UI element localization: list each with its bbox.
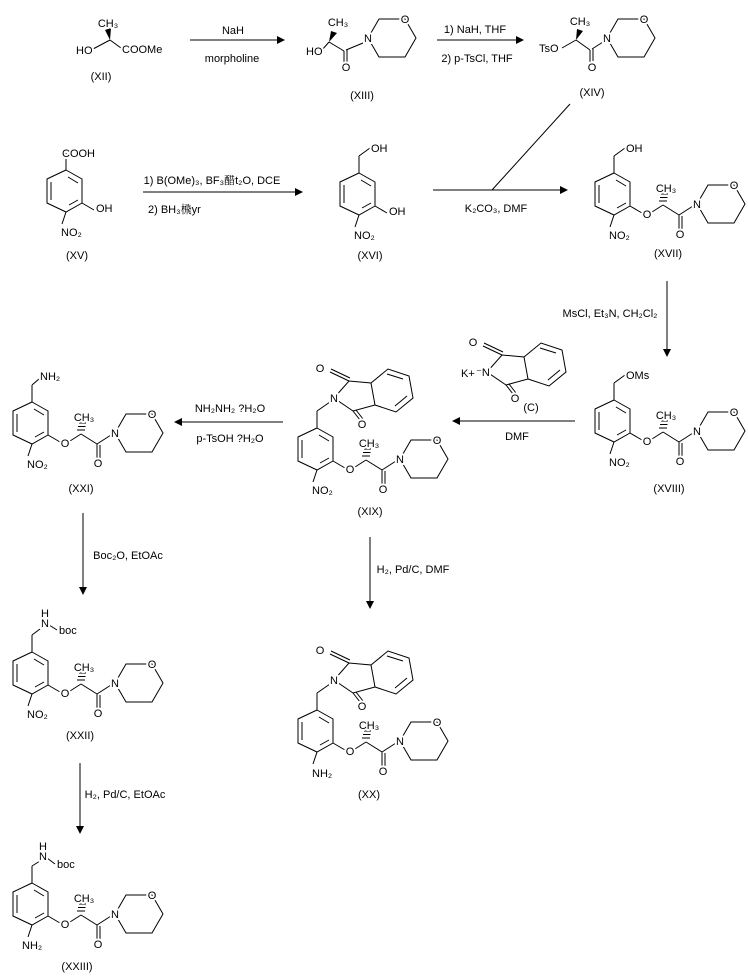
atom-carbonyl-o: O bbox=[675, 456, 685, 468]
atom-ch3: CH₃ bbox=[73, 662, 95, 674]
atom-n: N bbox=[693, 426, 701, 438]
atom-carbonyl-o: O bbox=[93, 458, 103, 470]
structure-xxiii bbox=[13, 841, 163, 973]
arrow-step3 bbox=[143, 173, 303, 216]
bond bbox=[359, 148, 370, 156]
atom-morpholine-o: O bbox=[729, 407, 739, 419]
atom-ether-o: O bbox=[642, 209, 652, 221]
arrow-step7 bbox=[174, 403, 283, 445]
structure-xiv bbox=[539, 14, 655, 99]
compound-label-xxi: (XXI) bbox=[68, 483, 94, 495]
atom-oh-right: OH bbox=[389, 206, 406, 218]
atom-no2: NO₂ bbox=[354, 230, 375, 242]
atom-oh-top: OH bbox=[371, 143, 388, 155]
atom-no2: NO₂ bbox=[609, 230, 630, 242]
atom-carbonyl-o: O bbox=[93, 708, 103, 720]
atom-oms: OMs bbox=[626, 370, 650, 382]
atom-k-plus: K+ bbox=[461, 368, 475, 380]
atom-no2: NO₂ bbox=[312, 485, 333, 497]
atom-n: N bbox=[396, 736, 404, 748]
structure-xviii bbox=[595, 370, 745, 495]
bond bbox=[317, 402, 330, 411]
reagent-step6: DMF bbox=[505, 431, 529, 443]
atom-ho: HO bbox=[76, 45, 93, 57]
atom-n: N bbox=[693, 199, 701, 211]
atom-ether-o: O bbox=[60, 688, 70, 700]
atom-boc: boc bbox=[57, 859, 75, 871]
atom-n: N bbox=[603, 33, 611, 45]
atom-nh2: NH₂ bbox=[22, 940, 43, 952]
atom-n: N bbox=[41, 618, 49, 630]
bond bbox=[322, 42, 363, 63]
atom-coome: COOMe bbox=[122, 44, 163, 56]
reagent-step3-below: 2) BH₃榌yr bbox=[148, 204, 201, 216]
atom-carbonyl-o: O bbox=[341, 62, 351, 74]
bond bbox=[614, 148, 625, 156]
bond bbox=[317, 684, 330, 693]
bond bbox=[562, 40, 603, 62]
atom-boc: boc bbox=[59, 625, 77, 637]
atom-no2: NO₂ bbox=[27, 459, 48, 471]
compound-label-c: (C) bbox=[523, 402, 539, 414]
atom-morpholine-o: O bbox=[729, 180, 739, 192]
compound-label-xiv: (XIV) bbox=[579, 87, 605, 99]
reagent-step8: Boc₂O, EtOAc bbox=[93, 550, 163, 562]
wedge-bond bbox=[576, 29, 583, 40]
reagent-step7-above: NH₂NH₂ ?H₂O bbox=[194, 403, 266, 415]
structure-xii bbox=[76, 18, 162, 83]
atom-carbonyl-o-top: O bbox=[468, 337, 478, 349]
arrow-step6 bbox=[452, 417, 575, 443]
atom-ether-o: O bbox=[60, 919, 70, 931]
atom-carbonyl-o-top: O bbox=[315, 363, 325, 375]
structure-xxi bbox=[13, 371, 163, 495]
atom-morpholine-o: O bbox=[147, 409, 157, 421]
reagent-step7-below: p-TsOH ?H₂O bbox=[196, 433, 264, 445]
wedge-bond bbox=[329, 31, 337, 42]
compound-label-xviii: (XVIII) bbox=[653, 483, 685, 495]
compound-label-xix: (XIX) bbox=[357, 506, 383, 518]
atom-ch3: CH₃ bbox=[97, 18, 119, 30]
arrow-step8 bbox=[79, 513, 163, 595]
arrow-step1 bbox=[190, 25, 285, 65]
arrow-step9 bbox=[366, 537, 450, 609]
atom-ch3: CH₃ bbox=[569, 16, 591, 28]
atom-carbonyl-o: O bbox=[378, 484, 388, 496]
atom-carbonyl-o-top: O bbox=[315, 645, 325, 657]
compound-label-xvii: (XVII) bbox=[653, 248, 683, 260]
atom-no2: NO₂ bbox=[609, 457, 630, 469]
bond bbox=[614, 375, 625, 383]
bond bbox=[93, 40, 121, 49]
compound-label-xx: (XX) bbox=[358, 789, 380, 801]
atom-oh: OH bbox=[96, 203, 113, 215]
structure-xvii bbox=[595, 143, 745, 260]
atom-carbonyl-o-bottom: O bbox=[510, 393, 520, 405]
reagent-step9: H₂, Pd/C, DMF bbox=[376, 564, 450, 576]
compound-label-xii: (XII) bbox=[90, 71, 112, 83]
atom-phthalimide-n: N bbox=[330, 675, 338, 687]
compound-label-xv: (XV) bbox=[66, 250, 88, 262]
atom-ch3: CH₃ bbox=[358, 438, 380, 450]
reagent-step1-below: morpholine bbox=[204, 53, 260, 65]
atom-n: N bbox=[39, 851, 47, 863]
arrow-step4 bbox=[433, 104, 570, 215]
atom-n: N bbox=[364, 33, 372, 45]
atom-morpholine-o: O bbox=[147, 890, 157, 902]
reagent-step2-below: 2) p-TsCl, THF bbox=[441, 53, 513, 65]
compound-label-xiii: (XIII) bbox=[350, 90, 374, 102]
atom-ch3: CH₃ bbox=[327, 17, 349, 29]
reagent-step5: MsCl, Et₃N, CH₂Cl₂ bbox=[562, 308, 658, 320]
atom-carbonyl-o: O bbox=[93, 939, 103, 951]
atom-carbonyl-o: O bbox=[378, 766, 388, 778]
reagent-step4: K₂CO₃, DMF bbox=[464, 203, 528, 215]
atom-n-minus: ⁻N bbox=[476, 367, 490, 379]
structure-c-potassium-phthalimide bbox=[461, 337, 566, 414]
arrow-step10 bbox=[76, 763, 166, 834]
structure-xv bbox=[47, 148, 113, 262]
atom-carbonyl-o: O bbox=[675, 229, 685, 241]
atom-h: H bbox=[39, 841, 47, 853]
atom-ch3: CH₃ bbox=[655, 410, 677, 422]
atom-morpholine-o: O bbox=[639, 14, 649, 26]
atom-ho: HO bbox=[306, 46, 323, 58]
atom-phthalimide-n: N bbox=[330, 393, 338, 405]
reagent-step10: H₂, Pd/C, EtOAc bbox=[84, 789, 166, 801]
atom-n: N bbox=[396, 454, 404, 466]
arrow-step5 bbox=[563, 281, 671, 357]
atom-ether-o: O bbox=[60, 438, 70, 450]
atom-morpholine-o: O bbox=[432, 435, 442, 447]
compound-label-xvi: (XVI) bbox=[357, 250, 383, 262]
atom-ether-o: O bbox=[345, 464, 355, 476]
atom-oh: OH bbox=[626, 143, 643, 155]
atom-carbonyl-o-bottom: O bbox=[357, 701, 367, 713]
atom-no2: NO₂ bbox=[61, 227, 82, 239]
bond bbox=[32, 379, 39, 385]
atom-ch3: CH₃ bbox=[73, 412, 95, 424]
atom-h: H bbox=[41, 608, 49, 620]
atom-tso: TsO bbox=[539, 43, 559, 55]
structure-xvi bbox=[340, 143, 406, 262]
compound-label-xxiii: (XXIII) bbox=[61, 961, 93, 973]
arrow-step2 bbox=[437, 24, 524, 65]
atom-ch3: CH₃ bbox=[73, 893, 95, 905]
atom-nh2: NH₂ bbox=[40, 371, 61, 383]
atom-carbonyl-o-bottom: O bbox=[357, 419, 367, 431]
atom-nh2: NH₂ bbox=[312, 768, 333, 780]
atom-n: N bbox=[111, 428, 119, 440]
atom-cooh: COOH bbox=[62, 148, 95, 160]
atom-ether-o: O bbox=[642, 436, 652, 448]
reagent-step2-above: 1) NaH, THF bbox=[443, 24, 507, 36]
structure-xiii bbox=[306, 14, 416, 102]
atom-n-morpholine: N bbox=[111, 678, 119, 690]
atom-no2: NO₂ bbox=[27, 709, 48, 721]
atom-morpholine-o: O bbox=[147, 659, 157, 671]
reagent-step3-above: 1) B(OMe)₃, BF₃醋t₂O, DCE bbox=[143, 175, 281, 187]
compound-label-xxii: (XXII) bbox=[65, 730, 95, 742]
atom-carbonyl-o: O bbox=[587, 62, 597, 74]
atom-n-morpholine: N bbox=[111, 909, 119, 921]
atom-ch3: CH₃ bbox=[655, 183, 677, 195]
atom-morpholine-o: O bbox=[400, 14, 410, 26]
structure-xx bbox=[298, 645, 448, 801]
atom-ch3: CH₃ bbox=[358, 720, 380, 732]
atom-morpholine-o: O bbox=[432, 717, 442, 729]
structure-xix bbox=[298, 363, 448, 518]
merge-line-from-xiv bbox=[492, 104, 570, 190]
structure-xxii bbox=[13, 608, 163, 742]
reagent-step1-above: NaH bbox=[221, 25, 245, 37]
atom-ether-o: O bbox=[345, 746, 355, 758]
